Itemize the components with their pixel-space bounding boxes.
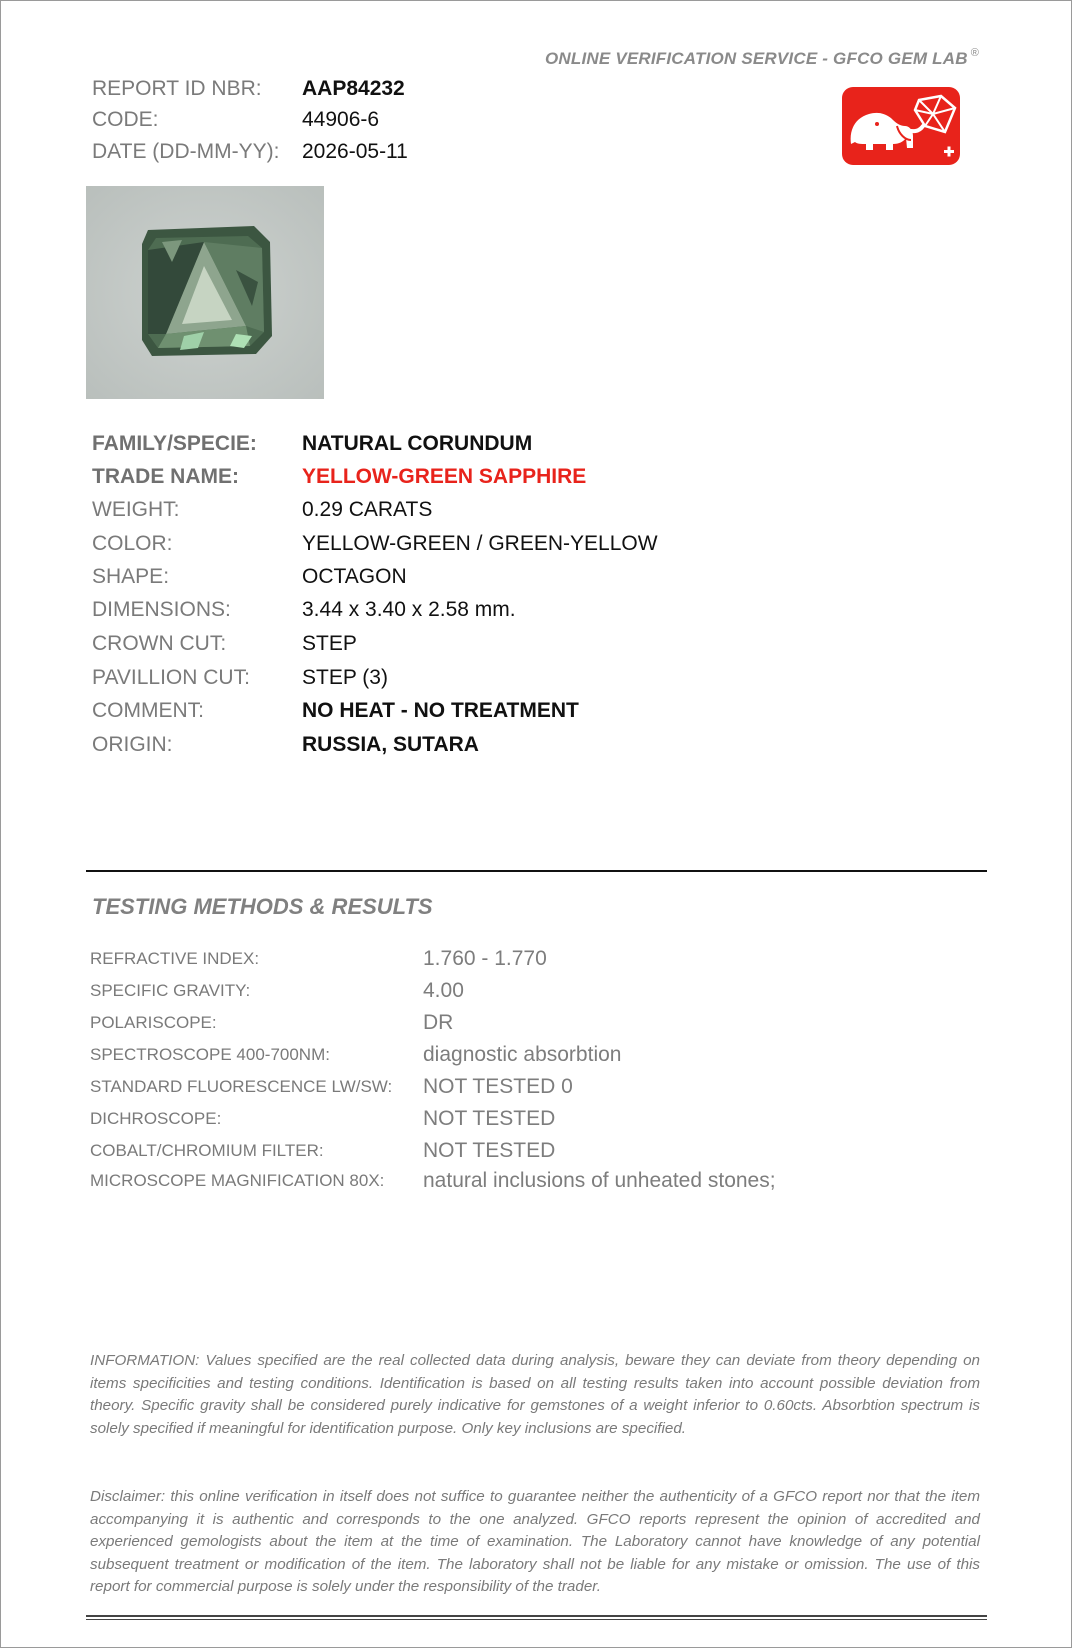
report-id-value: AAP84232: [302, 77, 405, 100]
spec-value: 3.44 x 3.40 x 2.58 mm.: [302, 598, 516, 621]
service-title: [545, 47, 979, 69]
test-value: 4.00: [423, 979, 464, 1002]
footer-divider: [86, 1615, 987, 1617]
spec-value: YELLOW-GREEN SAPPHIRE: [302, 465, 587, 488]
report-id-label: REPORT ID NBR:: [92, 77, 262, 100]
date-label: DATE (DD-MM-YY):: [92, 140, 280, 163]
information-paragraph: INFORMATION: Values specified are the real collected data during analysis, beware they can deviate from theory depending on items specificities and testing conditions. Identification is based on all testing results taken into account possible deviation from theory. Specific gravity shall be considered purely indicative for gemstones of a weight inferior to 0.60cts. Absorbtion spectrum is solely specified if meaningful for identification purpose. Only key inclusions are specified.: [90, 1352, 980, 1437]
test-label: STANDARD FLUORESCENCE LW/SW:: [90, 1077, 393, 1096]
spec-label: DIMENSIONS:: [92, 598, 231, 621]
test-label: POLARISCOPE:: [90, 1013, 217, 1032]
spec-value: OCTAGON: [302, 565, 407, 588]
test-label: SPECTROSCOPE 400-700NM:: [90, 1045, 330, 1064]
spec-value: STEP: [302, 632, 357, 655]
test-value: NOT TESTED: [423, 1139, 556, 1162]
disclaimer-paragraph: Disclaimer: this online verification in itself does not suffice to guarantee neither the authenticity of a GFCO report nor that the item accompanying it is authentic and corresponds to the one analyzed. GFCO reports represent the opinion of accredited and experienced gemologists about the item at the time of examination. The Laboratory cannot have knowledge of any potential subsequent treatment or modification of the item. The laboratory shall not be liable for any mistake or omission. The use of this report for commercial purpose is solely under the responsibility of the trader.: [90, 1488, 980, 1596]
spec-value: STEP (3): [302, 666, 388, 689]
gfco-elephant-gem-logo-icon: [841, 86, 961, 166]
spec-label: TRADE NAME:: [92, 465, 239, 488]
code-label: CODE:: [92, 108, 159, 131]
test-value: DR: [423, 1011, 454, 1034]
spec-label: WEIGHT:: [92, 498, 180, 521]
spec-value: NATURAL CORUNDUM: [302, 432, 533, 455]
spec-label: FAMILY/SPECIE:: [92, 432, 257, 455]
test-label: REFRACTIVE INDEX:: [90, 949, 260, 968]
test-label: MICROSCOPE MAGNIFICATION 80X:: [90, 1171, 385, 1190]
date-value: 2026-05-11: [302, 140, 408, 163]
spec-label: COLOR:: [92, 532, 173, 555]
test-value: natural inclusions of unheated stones;: [423, 1169, 776, 1192]
test-label: SPECIFIC GRAVITY:: [90, 981, 251, 1000]
footer-divider: [86, 1619, 987, 1620]
test-label: DICHROSCOPE:: [90, 1109, 222, 1128]
service-title-text: ONLINE VERIFICATION SERVICE - GFCO GEM LAB: [544, 49, 968, 68]
test-value: diagnostic absorbtion: [423, 1043, 622, 1066]
test-value: NOT TESTED: [423, 1107, 556, 1130]
spec-label: SHAPE:: [92, 565, 170, 588]
code-value: 44906-6: [302, 108, 380, 131]
spec-label: COMMENT:: [92, 699, 204, 722]
spec-value: RUSSIA, SUTARA: [302, 733, 479, 756]
test-label: COBALT/CHROMIUM FILTER:: [90, 1141, 324, 1160]
testing-section-title: TESTING METHODS & RESULTS: [92, 894, 433, 919]
spec-label: CROWN CUT:: [92, 632, 227, 655]
test-value: 1.760 - 1.770: [423, 947, 547, 970]
test-value: NOT TESTED 0: [423, 1075, 573, 1098]
spec-label: PAVILLION CUT:: [92, 666, 250, 689]
spec-value: 0.29 CARATS: [302, 498, 433, 521]
gemstone-photo: [86, 186, 324, 399]
spec-label: ORIGIN:: [92, 733, 173, 756]
section-divider: [86, 870, 987, 872]
spec-value: YELLOW-GREEN / GREEN-YELLOW: [302, 532, 658, 555]
registered-mark: ®: [970, 47, 979, 59]
spec-value: NO HEAT - NO TREATMENT: [302, 699, 579, 722]
